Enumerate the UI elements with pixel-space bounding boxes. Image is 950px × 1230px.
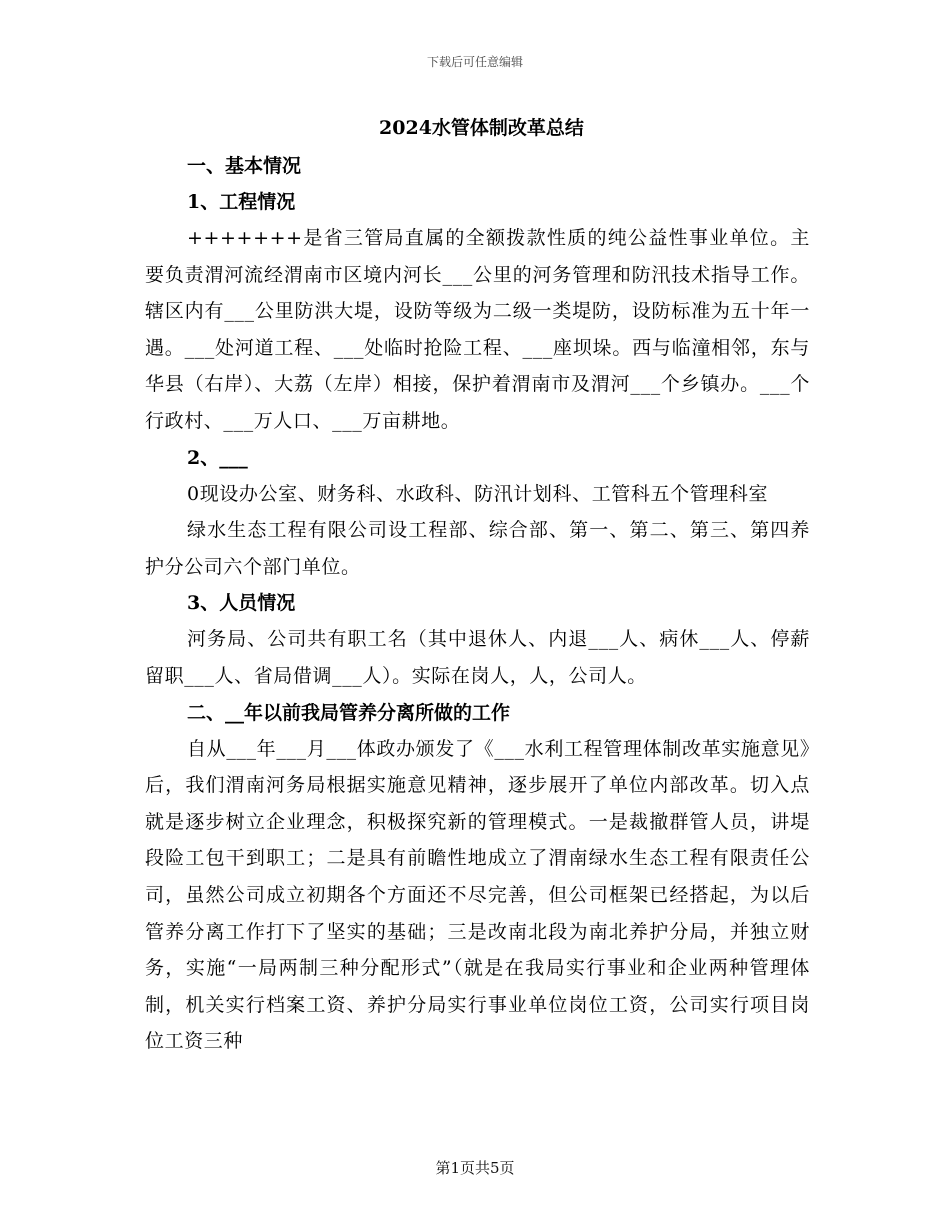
subheading-personnel: 3、人员情况 — [187, 592, 296, 615]
paragraph-offices: 0现设办公室、财务科、水政科、防汛计划科、工管科五个管理科室 — [187, 482, 769, 505]
header-note: 下载后可任意编辑 — [426, 55, 523, 69]
paragraph-work: 自从___年___月___体政办颁发了《___水利工程管理体制改革实施意见》后，我们渭南河务局根据实施意见精神，逐步展开了单位内部改革。切入点就是逐步树立企业理念，积极探究新的管理模式。一是裁撤群管人员，讲堤段险工包干到职工；二是具有前瞻性地成立了渭南绿水生态工程有限责任公司，虽然公司成立初期各个方面还不尽完善，但公司框架已经搭起，为以后管养分离工作打下了坚实的基础；三是改南北段为南北养护分局，并独立财务，实施“一局两制三种分配形式”（就是在我局实行事业和企业两种管理体制，机关实行档案工资、养护分局实行事业单位岗位工资，公司实行项目岗位工资三种 — [145, 737, 810, 1053]
section-heading-basic: 一、基本情况 — [187, 155, 302, 177]
paragraph-company: 绿水生态工程有限公司设工程部、综合部、第一、第二、第三、第四养护分公司六个部门单位。 — [145, 519, 810, 578]
subheading-engineering: 1、工程情况 — [187, 191, 296, 213]
paragraph-engineering: +++++++是省三管局直属的全额拨款性质的纯公益性事业单位。主要负责渭河流经渭南市区境内河长___公里的河务管理和防汛技术指导工作。辖区内有___公里防洪大堤，设防等级为二级一类堤防，设防标准为五十年一遇。___处河道工程、___处临时抢险工程、___座坝垛。西与临潼相邻，东与华县（右岸）、大荔（左岸）相接，保护着渭南市及渭河___个乡镇办。___个行政村、___万人口、___万亩耕地。 — [145, 227, 810, 432]
document-title: 2024水管体制改革总结 — [379, 117, 584, 139]
paragraph-personnel: 河务局、公司共有职工名（其中退休人、内退___人、病休___人、停薪留职___人、省局借调___人）。实际在岗人，人，公司人。 — [145, 628, 810, 687]
subheading-2: 2、___ — [187, 446, 248, 469]
document-body — [145, 110, 810, 1060]
section-heading-work: 二、__年以前我局管养分离所做的工作 — [187, 701, 511, 724]
page-footer: 第1页共5页 — [435, 1159, 515, 1177]
